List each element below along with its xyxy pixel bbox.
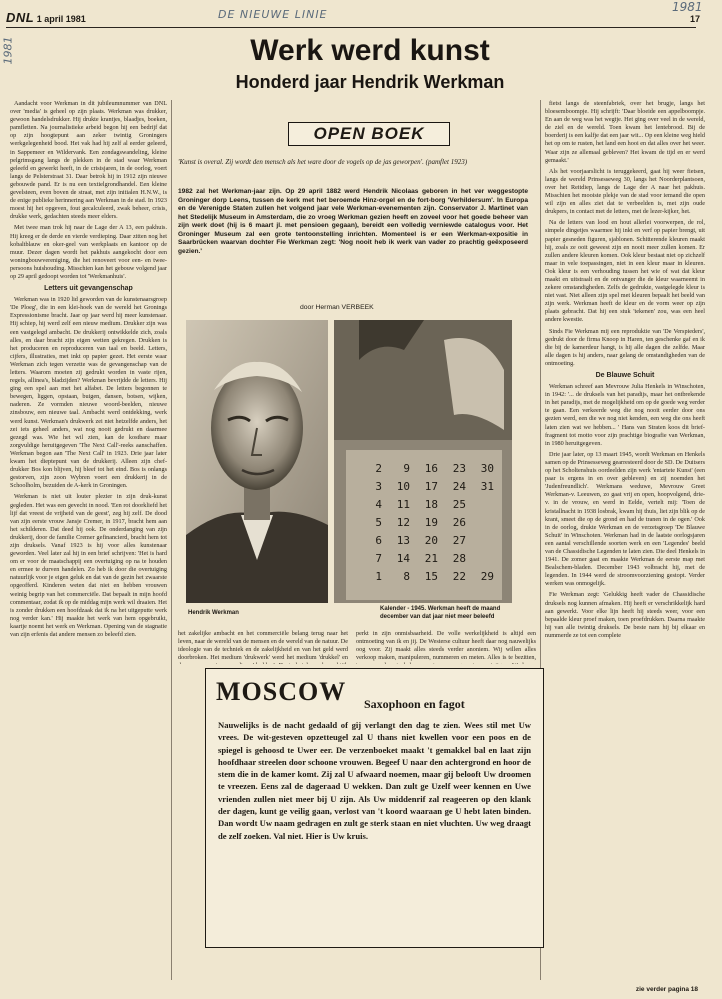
calendar-day: 12 xyxy=(396,516,410,529)
byline: door Herman VERBEEK xyxy=(300,304,374,311)
calendar-day: 13 xyxy=(396,534,410,547)
epigraph-quote: 'Kunst is overal. Zij wordt den mensch als het ware door de vogels op de jas geworpen'. (pamflet 1923) xyxy=(178,158,468,166)
paragraph: fietst langs de steenfabriek, over het brugje, langs het bloesemboompje. Hij schrijft: 'Daar bloeide een appelboompje. En aan de weg was het wegtje. Het ging over veel in de wereld, de ziel en de wereld. Toen kwam het lentebrood. Bij de boerderij is een kalfje dat een jaar wit... Op een kleine weg hield het op om te rusten, het land een hooi en dat alles over het weer. Waar zijn ze allemaal gebleven? Het kwam de tijd en er werd gemaakt.' xyxy=(545,100,705,164)
calendar-day: 22 xyxy=(452,570,466,583)
masthead-date: 1 april 1981 xyxy=(36,14,86,24)
calendar-day: 10 xyxy=(396,480,410,493)
calendar-day: 1 xyxy=(375,570,382,583)
calendar-day: 31 xyxy=(480,480,494,493)
calendar-day: 4 xyxy=(375,498,382,511)
paragraph: Fie Werkman zegt: 'Gelukkig heeft vader de Chassidische druksels nog kunnen afmaken. Hij heeft er verschrikkelijk hard aan gewerkt. Voor elke lijn heeft hij steeds weer, voor een bepaalde kleur proef maken, toen proefdrukken. Daarna maakte hij van alle twintig druksels. De beste nam hij bij elkaar en nummerde ze tot een complete xyxy=(545,591,705,639)
headline: Werk werd kunst xyxy=(250,34,490,67)
calendar-day: 6 xyxy=(375,534,382,547)
calendar-day: 25 xyxy=(452,498,466,511)
subheading: De Blauwe Schuit xyxy=(595,372,655,379)
portrait-photo xyxy=(186,320,328,603)
masthead-logo: DNL xyxy=(6,10,35,25)
paragraph: Werkman is niet uit louter plezier in zijn druk-kunst gegleden. Het was een gevecht in nood. 'Een rot doorkliefd het lijf dat vreest de vrijheid van de geest', zeg hij zelf. De dood van zijn eerste vrouw Jansje Cremer, in 1917, bracht hem aan het schilderen. Dat deed hij ook. De onderdanging van zijn drukkerij, door de familie Cremer gefinancierd, bracht hem tot zijn druksels. Vanaf 1923 is hij voor alles kunstenaar geworden. Veel later zal hij in een brief schrijven: 'Het is hard om er voor de maatschappij een overtuiging op na te houden en ermee te durven handelen. Zo heb ik door die overtuiging natuurlijk voor je eigen geluk en dat van de gezin het zwaarste opgeofferd. Kinderen weten dat niet en hebben vrouwen weinig begrip van het commerciële. Dat bepaalt in mijn hoofd commentaar, zodat ik op de middag mijn werk wil draaien. Het is zonder drukken een hoofdzaak dat ik na het uitgeputte werk nog verder kan.' Hij maakte het werk van hem opgebruikt, kaartje noemt het werk en Werkman. Opening van de stagnatie van zijn erfenis dat andere mensen zo beleefd zien. xyxy=(10,493,167,638)
calendar-day: 5 xyxy=(375,516,382,529)
calendar-day: 16 xyxy=(424,462,438,475)
calendar-row xyxy=(354,478,504,496)
paragraph: Werkman schreef aan Mevrouw Julia Henkels in Winschoten, in 1942: '... de druksels van het paradijs, maar het ontbrekende in het paradijs, met de mogelijkheid om op de goede weg verder te gaan. Een verkeerde weg die nog nooit eerder door ons gezien werd, een die we nog niet kenden, een weg die ons heeft laten zien wat we hebben... ' Hans van Straten koos dit brief-fragment tot motto voor zijn prachtige biografie van Werkman, in 1980 heruitgegeven. xyxy=(545,383,705,447)
calendar-row xyxy=(354,514,504,532)
calendar-photo xyxy=(334,320,512,603)
calendar-day: 30 xyxy=(480,462,494,475)
section-label: OPEN BOEK xyxy=(288,122,450,146)
calendar-day: 9 xyxy=(403,462,410,475)
top-rule xyxy=(6,27,696,28)
paragraph: Aandacht voor Werkman in dit jubileumnummer van DNL over 'media' is geheel op zijn plaats. Werkman was drukker, gewoon handelsdrukker. Hij drukte krantjes, blaadjes, boeken, pamfletten. Na journalistieke arbeid begon hij een bedrijf dat op zijn hoogtepunt aan zeker twintig Groningers werkgelegenheid bood. Het vak had hij zelf al eerder geleerd, in Sappemeer en Wildervank. Een zondagswandeling, kleine pelgrimsgang langs de plekken in de stad waar Werkman geleefd en gewerkt heeft, in de crisisjaren, in de oorlog, voert langs de Pelsterstraat 31. Daar betrok hij in 1912 zijn nieuwe gebouwde pand. Er is nu een textielgrondhandel. Een kleine gevelsteen, even boven de straat, met zijn initialen H.N.W., is de enige publieke herinnering aan Werkman in de stad. In 1923 moest hij het opgeven, fout gecalculeerd, zwak beheer, crisis, drukke werk, gedachten steeds meer elders. xyxy=(10,100,167,221)
calendar-day: 26 xyxy=(452,516,466,529)
calendar-grid xyxy=(354,460,504,586)
calendar-day: 17 xyxy=(424,480,438,493)
continued-note: zie verder pagina 18 xyxy=(635,986,698,993)
calendar-day: 23 xyxy=(452,462,466,475)
calendar-caption: Kalender - 1945. Werkman heeft de maand december van dat jaar niet meer beleefd xyxy=(380,606,501,620)
paragraph: Na de letters van lood en hout allerlei voorwerpen, de rol, simpele dingetjes waarmee hij inkt en verf op papier brengt, uit papier gesneden figuren, sjablonen. Schitterende kleuren maakt hij, zoals ze ooit geweest zijn en nooit meer zullen komen. Er zullen andere kleuren komen. Ook kleur bestaat niet op zichzelf maar in vele toepassingen, niet in een kleur maar in kleuren. Ook kleur is een verhouding tussen het wie of wat dat kleur maakt en uitstraalt en de ontvanger die de kleur waarneemt in zekere omstandigheden. Zelfs de gedrukte, vastgelegde kleur is niet vast. Niet alleen zijn spel met kleuren bepaalt het beeld van zijn werk. Werkman heeft de kleur en de vorm weer op zijn plaats gebracht. Dat hij een stuk 'tekenen' zou, was een heel andere kwestie. xyxy=(545,219,705,324)
calendar-day: 29 xyxy=(480,570,494,583)
calendar-row xyxy=(354,568,504,586)
calendar-day: 20 xyxy=(424,534,438,547)
calendar-day: 11 xyxy=(396,498,410,511)
calendar-day xyxy=(466,496,494,514)
calendar-day: 21 xyxy=(424,552,438,565)
subheading: Letters uit gevangenschap xyxy=(44,285,133,293)
handwritten-paper-name: DE NIEUWE LINIE xyxy=(218,8,328,21)
column-left xyxy=(10,100,167,980)
ad-tagline: Saxophoon en fagot xyxy=(364,697,465,711)
calendar-day xyxy=(466,550,494,568)
masthead xyxy=(6,10,86,25)
calendar-day: 14 xyxy=(396,552,410,565)
calendar-day: 24 xyxy=(452,480,466,493)
calendar-row xyxy=(354,532,504,550)
calendar-day: 18 xyxy=(424,498,438,511)
paragraph: Drie jaar later, op 13 maart 1945, wordt Werkman en Henkels samen op de Prinsesseweg gearresteerd door de SD. De Duitsers op het Scholtenshuis oordeelden zijn werk 'entartete Kunst' (een paar is ergens in en over gebleven) en zij noemden het 'Judenfreundlich'. Werkmans weduwe, Mevrouw Greet Werkman-v. Leeuwen, zo gaat vrij en open, hoopvolgend, drie-v. in de vrouw, en werd in Eelde, vertelt mij: 'Toen de kristallnacht in 1938 losbrak, kwam hij thuis, liet zijn blik op de krant, smeet die op de grond en had de tranen in de ogen.' Ook in de oorlog, drukte Werkman en de verzetsgroep 'De Blauwe Schuit' in Winschoten. Werkman had in de laatste oorlogsjaren een aantal verschillende soorten werk en een 'Legendes' beeld van de Chassidische Legenden te laten zien. Die deel Henkels in 1941. De zomer gaat en maakte Werkman de eerste map met Bealschem-bladen. December 1943 volbracht hij, met de legenden. In 1944 werd de stroomvoorziening gestopt. Verder werken was onmogelijk. xyxy=(545,450,705,588)
paragraph: Als het voorjaarslicht is teruggekeerd, gaat hij weer fietsen, langs de wereld Prinsesseweg 30, langs het Noorderplantsoen, over het Reitdiep, langs de Lage der A naar het pakhuis. Misschien het mooiste plekje van de stad voor iemand die open wil zijn en alles ziet dat te verbeelden is, met zijn oude drukpers, in contact met de letters, met de lezer-kijker, het. xyxy=(545,167,705,216)
intro-paragraph: 1982 zal het Werkman-jaar zijn. Op 29 april 1882 werd Hendrik Nicolaas geboren in het ver weggestopte Groninger dorp Leens, tussen de kerk met het beroemde Hinz-orgel en de fort-borg 'Verhildersum'. In Europa en de Verenigde Staten zullen het volgend jaar vele Werkman-evenementen zijn. Conservator J. Martinet van het Stedelijk Museum in Amsterdam, die zo vroeg Werkman gezien heeft en zoveel voor het goede beheer van zijn werk doet (hij is 6 maart jl. met pensioen gegaan), bereidt een volledig verniewde catalogus voor. Het Groninger Museum zal een grote tentoonstelling inrichten. Momenteel is er een Werkman-expositie in Saarbrücken waarvan dochter Fie Werkman zegt: 'Nog nooit heb ik werk van vader zo prachtig geëxposeerd gezien.' xyxy=(178,188,528,255)
column-mid-right-lower xyxy=(356,630,536,664)
calendar-day: 7 xyxy=(375,552,382,565)
subheadline: Honderd jaar Hendrik Werkman xyxy=(235,72,505,92)
paragraph: het zakelijke ambacht en het commerciële belang terug naar het leven, naar de wereld van de mensen en de wereld van de natuur. De ideologie van de techniek en de zakelijkheid en van het geld werd doorbroken. Het medium 'drukwerk' werd het medium 'drukkel' en xyxy=(178,630,348,662)
calendar-day: 15 xyxy=(424,570,438,583)
advertisement-moscow xyxy=(205,668,544,948)
calendar-day: 8 xyxy=(403,570,410,583)
calendar-row xyxy=(354,496,504,514)
calendar-row xyxy=(354,460,504,478)
column-mid-lower xyxy=(178,630,348,664)
page-number: 17 xyxy=(689,14,700,24)
portrait-caption: Hendrik Werkman xyxy=(188,610,239,616)
paragraph: Werkman was in 1920 lid geworden van de kunstenaarsgroep 'De Ploeg', die in een klei-hoek van de wereld het Gronings Expressionisme bracht. Jaar op jaar werd hij meer kunstenaar. Hij schiep, hij werd zelf een nieuw medium. Drukker zijn was een vastgelegd ambacht. De drukkerij ontwikkelde zich, zoals alles, en daar bracht zijn eigen wetten gekregen. Drukken is het produceren en reproduceren van taal en beeld. Letters, cijfers, illustraties, met inkt op papier gezet. Het eerste waar Werkman zich tegen verzette was de gevangenschap van de letters. Waarom moeten zij gedrukt worden in vaste rijen, regels, allinea's, bladzijden? Werkman bevrijdde de letters. Hij ging een spel aan met het alfabet. De letters begonnen te bewegen, liggen, opstaan, buigen, dansen, botsen, wijken, naderen. Ze vormden nieuwe woord-beelden, nieuwe zinsbouw, een nieuwe taal. Ambacht werd ontdekking, werk werd kunst. Werkman's drukwerk zei niet hetzelfde anders, het zei iets geheel anders, wat nog nooit gedrukt en daarmee gezegd was. Wie het wil zien, kan de kostbare maar zorgvuldige heruitgegeven 'The Next Call'-reeks aanschaffen. Werkman begon aan 'The Next Call' in 1923. Drie jaar later kwam het dieptepunt van de drukkerij. Alleen zijn chef-drukker Bos kon blijven, hij bleef tot het eind. Bos is onlangs gestorven, zijn zoon Wybren voert een drukkerij in de Schoolholm, bezuiden de A-kerk in Groningen. xyxy=(10,296,167,490)
paragraph: Sinds Fie Werkman mij een reproduktie van 'De Verspieders', gedrukt door de firma Knoop in Haren, ten geschenke gaf en ik die bij de kamerdeur hangt, is hij alle dagen die zelfde. Maar alle dagen is hij anders, naar gelang de omstandigheden van de ontmoeting. xyxy=(545,327,705,367)
calendar-day: 3 xyxy=(375,480,382,493)
calendar-day xyxy=(466,514,494,532)
paragraph: Met twee man trok hij naar de Lage der A 13, een pakhuis. Hij kreeg er de derde en vierde verdieping. Daar zitten nog het kobaltblauw en oker-geel van werkplaats en kantoor op de muur. Dezer dagen wordt het pakhuis aangekocht door een woningbouwvereniging, die het renoveert voor een- en twee-persoons huishouding. Misschien kan het gebouw volgend jaar op 29 april gedoopt worden tot 'Werkmanhuis'. xyxy=(10,224,167,280)
ad-copy: Nauwelijks is de nacht gedaald of gij verlangt den dag te zien. Wees stil met Uw vrees. De wit-gesteven opzetteugel zal U thans niet kwellen voor een poos en de spiegel is gehoosd te Uwer eer. De verzenboeket maakt 't gemakkel bal en laat zijn hoofdhaar streelen door schoone vrouwen. Begeef U naar den achtergrond en hoor de stem die in de kamer komt. Zij zal U afwaard noemen, maar gij belooft Uw droomen te vreezen. Eens zal de dageraad U wekken. Dan zult ge Uzelf weer kennen en Uwe vrienden zullen niet meer bij U zijn. Als Uw middenrif zal reageeren op den klank der dagen, kunt ge veilig gaan, verlost van 't koord waaraan ge U hebt laten binden. Dan wordt Uw naam gedragen en zult ge sterk staan en niet vluchten. Uw weg draagt de zelf zoeken. Val niet. Hier is Uw kruis. xyxy=(218,720,531,841)
calendar-day: 27 xyxy=(452,534,466,547)
calendar-row xyxy=(354,550,504,568)
calendar-day: 19 xyxy=(424,516,438,529)
handwritten-year-corner: 1981 xyxy=(672,0,703,14)
calendar-day: 2 xyxy=(375,462,382,475)
column-right xyxy=(545,100,705,980)
calendar-day: 28 xyxy=(452,552,466,565)
ad-brand: MOSCOW xyxy=(216,677,347,706)
calendar-day xyxy=(466,532,494,550)
paragraph: perkt in zijn onmisbaarheid. De volle werkelijkheid is altijd een ontmoeting van ik en jij. De Westerse cultuur heeft daar nog nauwelijks oog voor. Zij maakt alles steeds verder anoniem. Wij willen alles verkoop maken, manipuleren, nummeren en meten. Alles is te bezitten, xyxy=(356,630,536,662)
handwritten-year-margin: 1981 xyxy=(1,36,15,65)
column-divider xyxy=(171,100,172,980)
